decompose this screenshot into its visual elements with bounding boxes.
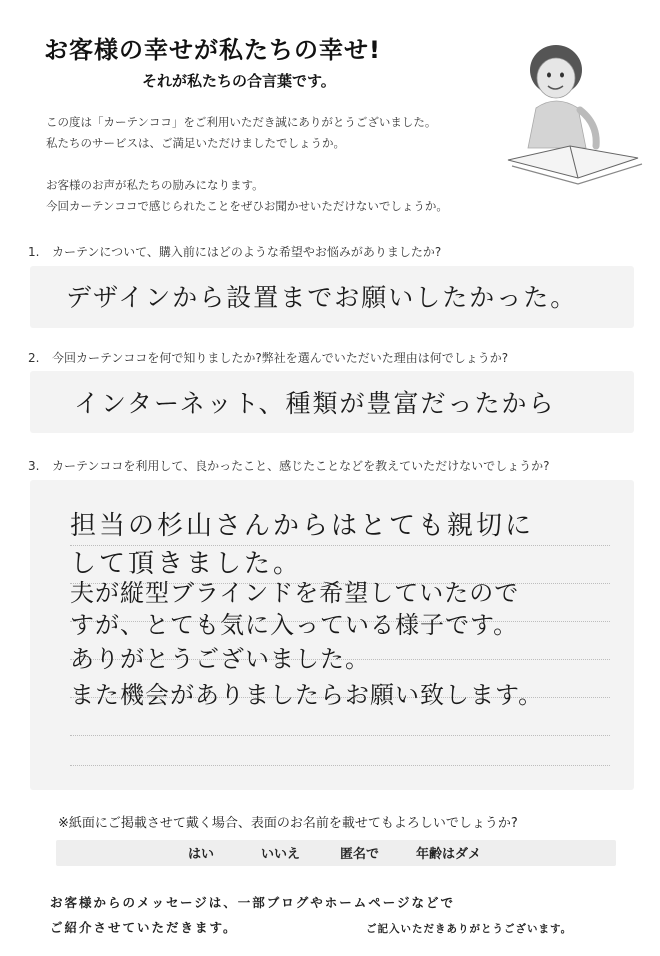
guide-line <box>70 735 610 736</box>
question-3 <box>28 457 550 474</box>
child-reading-book-photo <box>498 28 648 188</box>
page-subtitle: それが私たちの合言葉です。 <box>142 72 336 90</box>
option-anonymous[interactable]: 匿名で <box>340 847 380 862</box>
answer-3-line: ありがとうございました。 <box>70 645 370 673</box>
intro-line: 今回カーテンココで感じられたことをぜひお聞かせいただけないでしょうか。 <box>46 199 448 213</box>
answer-3-line: また機会がありましたらお願い致します。 <box>70 681 544 709</box>
question-number: 3. <box>28 459 40 473</box>
question-1 <box>28 243 441 260</box>
guide-line <box>70 765 610 766</box>
answer-3-line: 夫が縦型ブラインドを希望していたので <box>70 579 520 607</box>
answer-3-line: すが、とても気に入っている様子です。 <box>70 611 519 639</box>
intro-line: お客様のお声が私たちの励みになります。 <box>46 178 264 192</box>
answer-3-line: 担当の杉山さんからはとても親切に <box>70 511 535 541</box>
footer-message-line1: お客様からのメッセージは、一部ブログやホームページなどで <box>50 895 456 910</box>
question-text: 今回カーテンココを何で知りましたか?弊社を選んでいただいた理由は何でしょうか? <box>52 351 509 365</box>
answer-3-line: して頂きました。 <box>70 549 303 579</box>
question-2 <box>28 349 508 366</box>
question-number: 1. <box>28 245 40 259</box>
footer-thanks: ご記入いただきありがとうございます。 <box>366 923 573 935</box>
question-text: カーテンココを利用して、良かったこと、感じたことなどを教えていただけないでしょうか? <box>52 459 550 473</box>
option-no-age[interactable]: 年齢はダメ <box>416 847 482 862</box>
option-no[interactable]: いいえ <box>261 847 301 862</box>
footer-message-line2: ご紹介させていただきます。 <box>50 920 238 935</box>
intro-line: この度は「カーテンココ」をご利用いただき誠にありがとうございました。 <box>46 115 437 129</box>
answer-2: インターネット、種類が豊富だったから <box>74 389 556 418</box>
permission-question: ※紙面にご掲載させて戴く場合、表面のお名前を載せてもよろしいでしょうか? <box>58 816 518 831</box>
page-title: お客様の幸せが私たちの幸せ! <box>44 36 381 64</box>
option-yes[interactable]: はい <box>188 847 215 862</box>
question-text: カーテンについて、購入前にはどのような希望やお悩みがありましたか? <box>52 245 442 259</box>
answer-1: デザインから設置までお願いしたかった。 <box>66 283 578 312</box>
question-number: 2. <box>28 351 40 365</box>
intro-line: 私たちのサービスは、ご満足いただけましたでしょうか。 <box>46 136 345 150</box>
permission-options-box <box>56 840 616 866</box>
